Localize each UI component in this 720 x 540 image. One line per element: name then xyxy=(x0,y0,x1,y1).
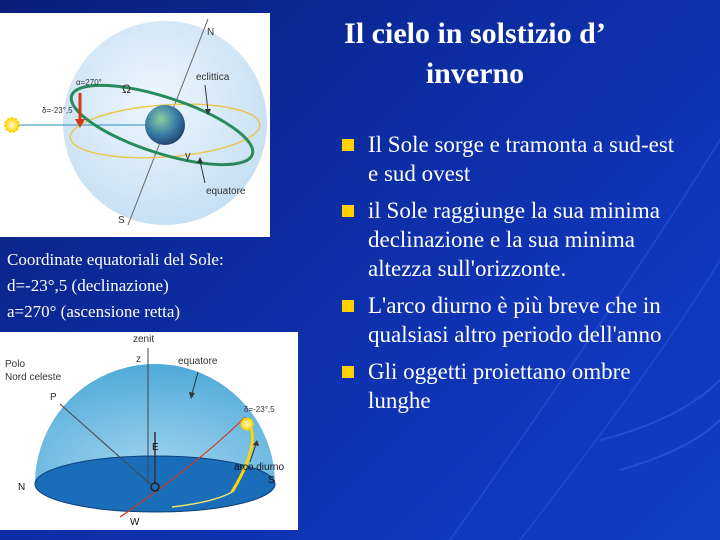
bullet-text: Il Sole sorge e tramonta a sud-est e sud ovest xyxy=(368,132,675,186)
bullet-text: il Sole raggiunge la sua minima declinazione e la sua minima altezza sull'orizzonte. xyxy=(368,198,660,281)
equator-label: equatore xyxy=(206,186,246,197)
omega-label: Ω xyxy=(122,82,131,96)
bullet-square-icon xyxy=(342,205,354,217)
bullet-list xyxy=(340,130,685,423)
coordinates-heading: Coordinate equatoriali del Sole: xyxy=(7,250,224,269)
horizon-hemisphere-figure xyxy=(0,332,298,530)
right-ascension-value: a=270° (ascensione retta) xyxy=(7,302,181,321)
bullet-square-icon xyxy=(342,366,354,378)
slide-title xyxy=(300,14,650,94)
horizon-hemisphere-diagram xyxy=(0,332,298,530)
sun-coordinates xyxy=(7,247,297,325)
south-label: S xyxy=(268,475,275,486)
delta-label: δ=-23°,5 xyxy=(244,405,275,414)
p-label: P xyxy=(50,392,57,403)
ecliptic-label: eclittica xyxy=(196,72,230,83)
delta-label: δ=-23°,5 xyxy=(42,106,73,115)
sun-icon xyxy=(241,418,253,430)
east-label: E xyxy=(152,442,159,453)
west-label: W xyxy=(130,517,140,528)
south-label: S xyxy=(118,215,125,226)
celestial-sphere-figure xyxy=(0,13,270,237)
bullet-item xyxy=(340,291,685,349)
bullet-square-icon xyxy=(342,139,354,151)
bullet-item xyxy=(340,357,685,415)
pole-label-line-1: Polo xyxy=(5,359,26,370)
north-label: N xyxy=(18,482,26,493)
sun-icon xyxy=(5,118,19,132)
celestial-sphere-diagram xyxy=(0,13,270,237)
bullet-item xyxy=(340,196,685,283)
slide-title-line-2: inverno xyxy=(425,57,525,90)
earth-globe xyxy=(145,105,185,145)
pole-label-line-2: Nord celeste xyxy=(5,372,62,383)
north-label: N xyxy=(207,27,215,38)
slide-title-line-1: Il cielo in solstizio d’ xyxy=(344,17,606,50)
equator-label: equatore xyxy=(178,356,218,367)
day-arc-label: arco diurno xyxy=(234,462,285,473)
z-label: z xyxy=(136,354,141,365)
declination-value: d=-23°,5 (declinazione) xyxy=(7,276,169,295)
bullet-item xyxy=(340,130,685,188)
gamma-label: γ xyxy=(185,150,191,162)
bullet-text: Gli oggetti proiettano ombre lunghe xyxy=(368,359,631,413)
zenith-label: zenit xyxy=(133,334,155,345)
bullet-square-icon xyxy=(342,300,354,312)
alpha-label: α=270° xyxy=(76,78,102,87)
bullet-text: L'arco diurno è più breve che in qualsiasi altro periodo dell'anno xyxy=(368,293,662,347)
